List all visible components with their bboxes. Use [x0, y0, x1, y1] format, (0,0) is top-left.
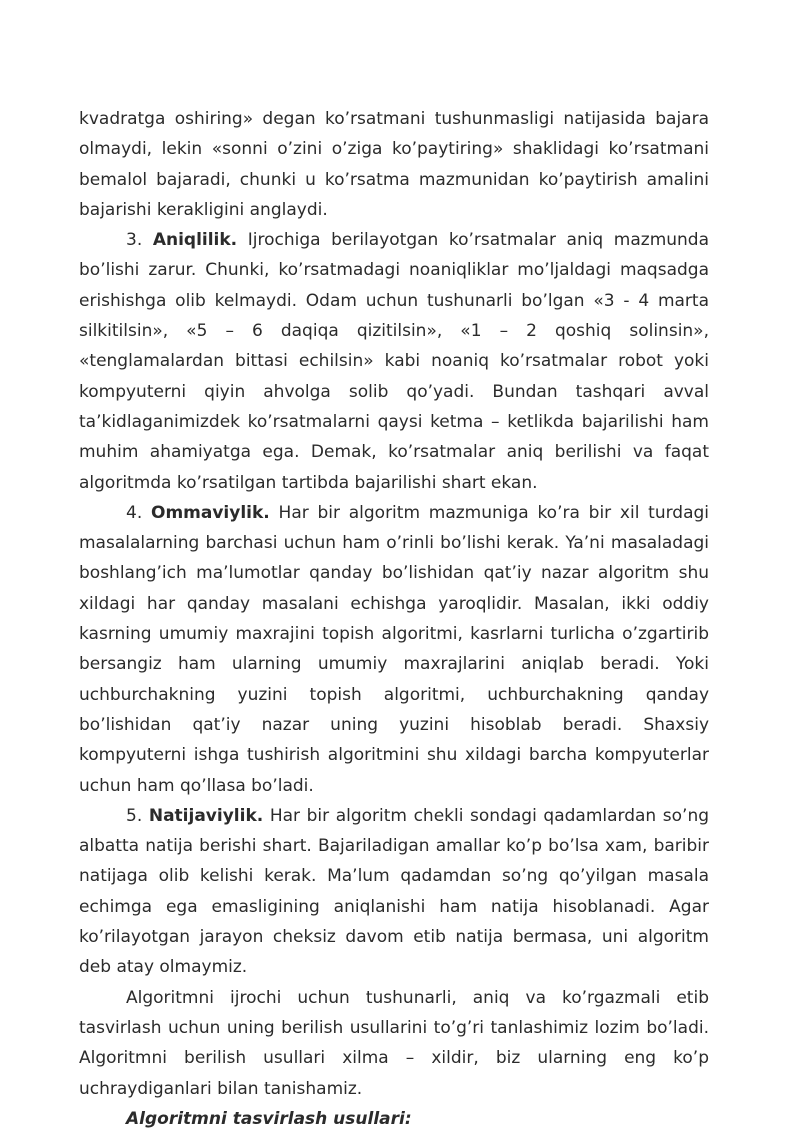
- paragraph-continuation: [79, 104, 709, 225]
- item-number: 3.: [126, 230, 143, 251]
- item-number: 5.: [126, 805, 143, 826]
- paragraph-aniqlilik: [79, 225, 709, 498]
- paragraph-text: Algoritmni ijrochi uchun tushunarli, aniq va ko’rgazmali etib tasvirlash uchun uning berilish usullarini to’g’ri tanlashimiz lozim bo’ladi. Algoritmni berilish usullari xilma – xildir, biz ularning eng ko’p uchraydiganlari bilan tanishamiz.: [79, 987, 709, 1099]
- term-ommaviylik: Ommaviylik.: [151, 502, 270, 523]
- term-natijaviylik: Natijaviylik.: [148, 805, 264, 826]
- paragraph-text: kvadratga oshiring» degan ko’rsatmani tushunmasligi natijasida bajara olmaydi, lekin «sonni o’zini o’ziga ko’paytiring» shaklidagi ko’rsatmani bemalol bajaradi, chunki u ko’rsatma mazmunidan ko’paytirish amalini bajarishi kerakligini anglaydi.: [79, 109, 709, 220]
- item-number: 4.: [126, 502, 143, 523]
- paragraph-natijaviylik: [79, 801, 709, 983]
- term-aniqlilik: Aniqlilik.: [152, 230, 238, 251]
- paragraph-text: Ijrochiga berilayotgan ko’rsatmalar aniq mazmunda bo’lishi zarur. Chunki, ko’rsatmadagi noaniqliklar mo’ljaldagi maqsadga erishishga olib kelmaydi. Odam uchun tushunarli bo’lgan «3 - 4 marta silkitilsin», «5 – 6 daqiqa qizitilsin», «1 – 2 qoshiq solinsin», «tenglamalardan bittasi echilsin» kabi noaniq ko’rsatmalar robot yoki kompyuterni qiyin ahvolga solib qo’yadi. Bundan tashqari avval ta’kidlaganimizdek ko’rsatmalarni qaysi ketma – ketlikda bajarilishi ham muhim ahamiyatga ega. Demak, ko’rsatmalar aniq berilishi va faqat algoritmda ko’rsatilgan tartibda bajarilishi shart ekan.: [79, 230, 710, 493]
- paragraph-ommaviylik: [79, 498, 709, 801]
- document-page: [79, 104, 709, 1134]
- paragraph-text: Har bir algoritm chekli sondagi qadamlardan so’ng albatta natija berishi shart. Bajariladigan amallar ko’p bo’lsa xam, baribir natijaga olib kelishi kerak. Ma’lum qadamdan so’ng qo’yilgan masala echimga ega emasligining aniqlanishi ham natija hisoblanadi. Agar ko’rilayotgan jarayon cheksiz davom etib natija bermasa, uni algoritm deb atay olmaymiz.: [79, 805, 710, 978]
- paragraph-summary: [79, 983, 709, 1104]
- section-heading: Algoritmni tasvirlash usullari:: [126, 1108, 412, 1129]
- paragraph-text: Har bir algoritm mazmuniga ko’ra bir xil turdagi masalalarning barchasi uchun ham o’rinli bo’lishi kerak. Ya’ni masaladagi boshlang’ich ma’lumotlar qanday bo’lishidan qat’iy nazar algoritm shu xildagi har qanday masalani echishga yaroqlidir. Masalan, ikki oddiy kasrning umumiy maxrajini topish algoritmi, kasrlarni turlicha o’zgartirib bersangiz ham ularning umumiy maxrajlarini aniqlab beradi. Yoki uchburchakning yuzini topish algoritmi, uchburchakning qanday bo’lishidan qat’iy nazar uning yuzini hisoblab beradi. Shaxsiy kompyuterni ishga tushirish algoritmini shu xildagi barcha kompyuterlar uchun ham qo’llasa bo’ladi.: [79, 502, 710, 796]
